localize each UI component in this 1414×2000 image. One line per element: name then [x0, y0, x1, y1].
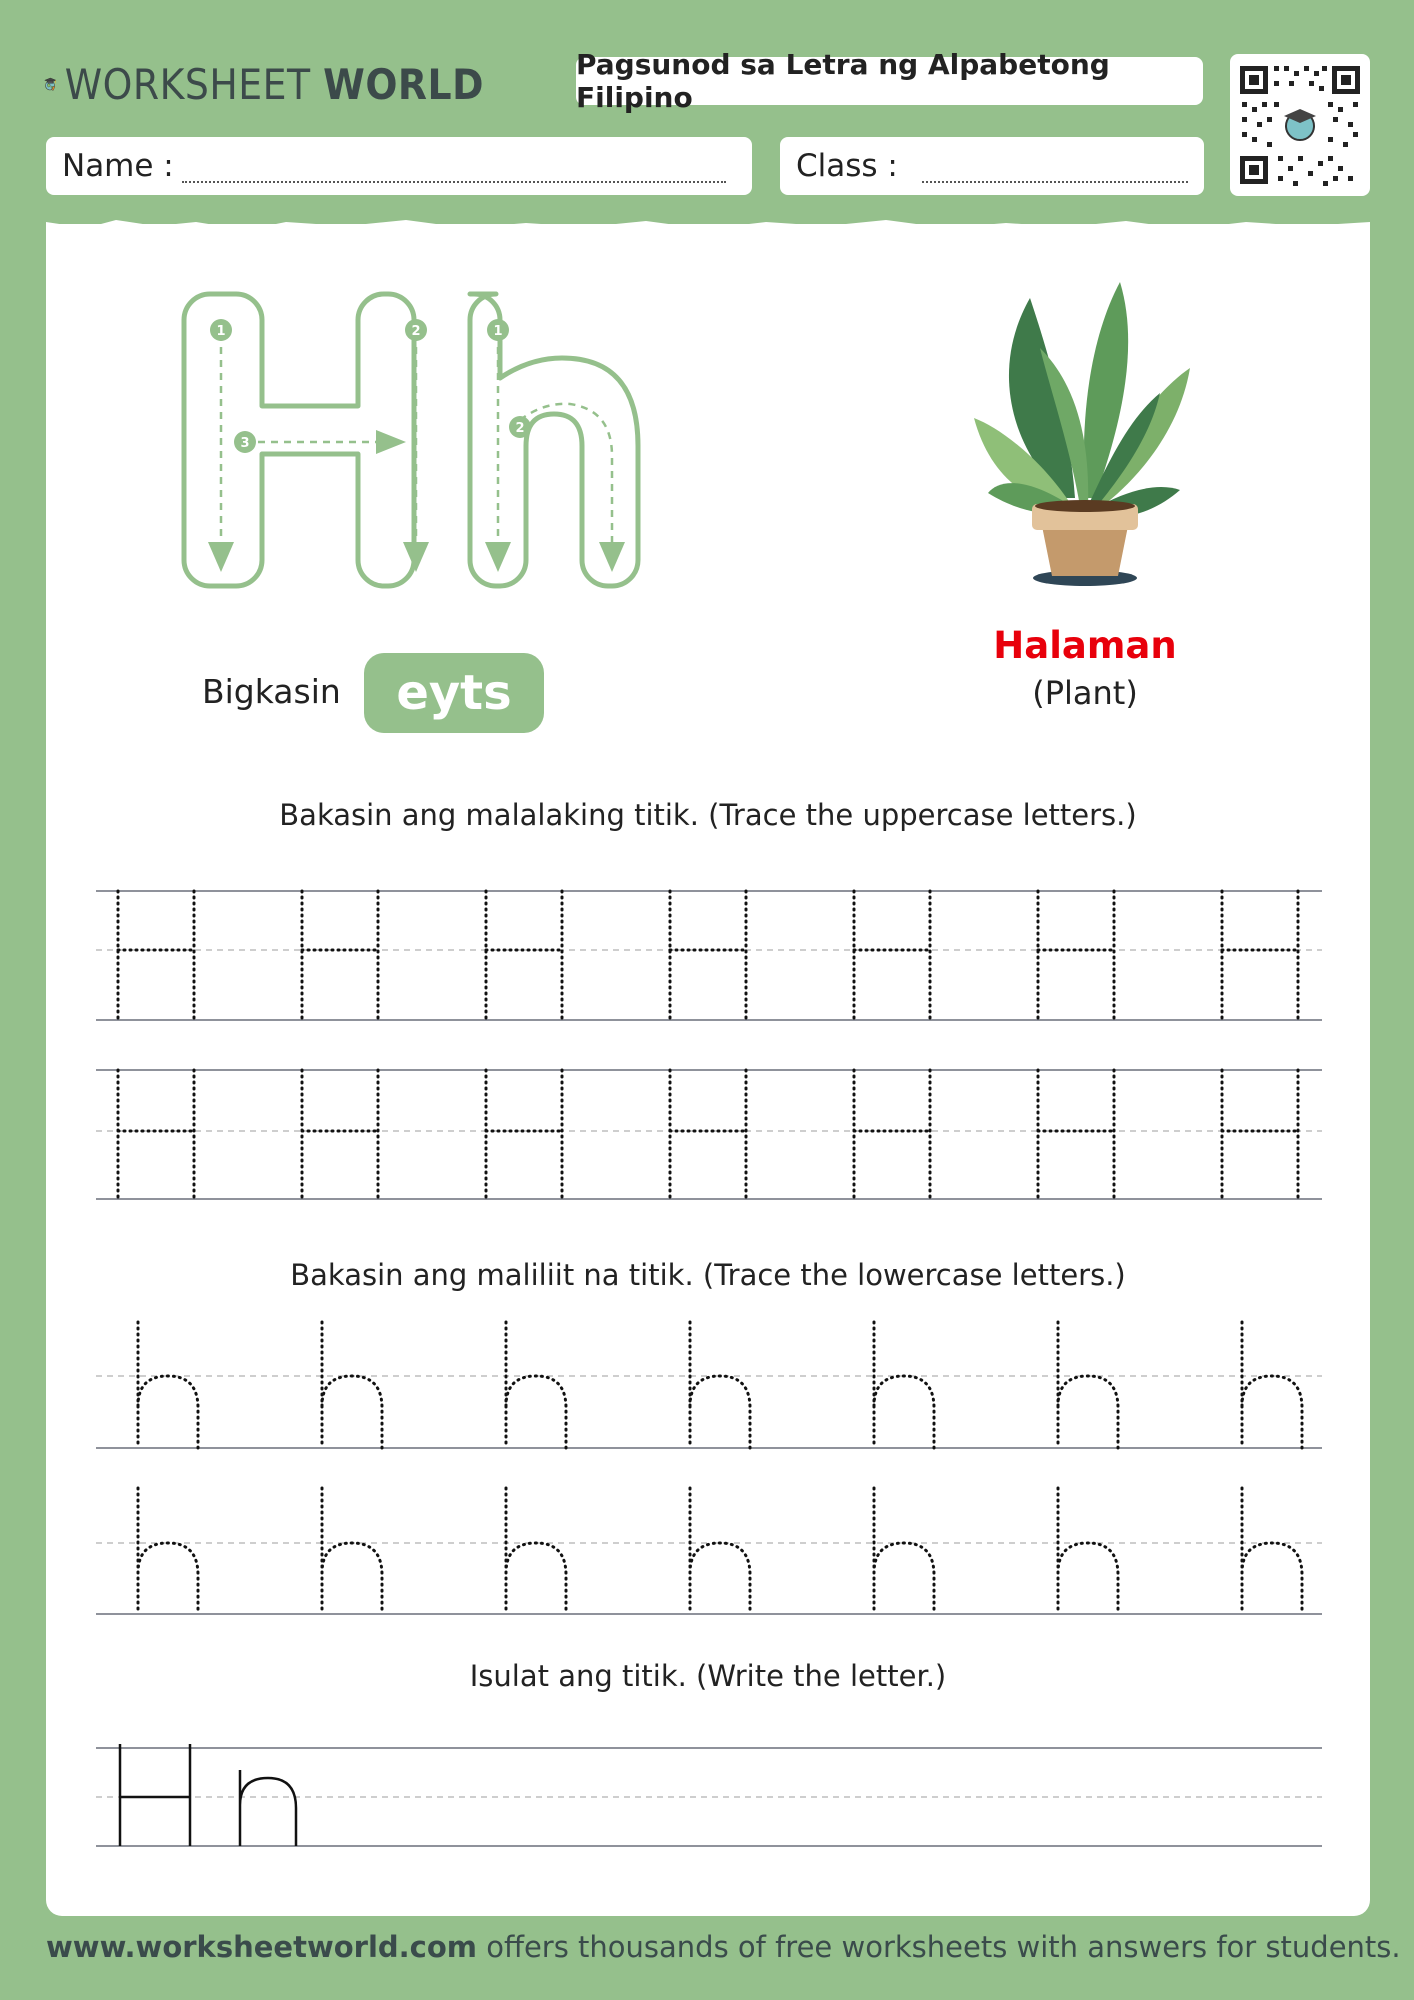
traceable-lowercase-h [1242, 1488, 1302, 1614]
traceable-uppercase-h [118, 1070, 194, 1199]
traceable-uppercase-h [118, 891, 194, 1020]
example-word: Halaman [993, 624, 1177, 667]
footer [46, 1930, 1401, 1964]
traceable-uppercase-h [1038, 891, 1114, 1020]
traceable-lowercase-h [506, 1488, 566, 1614]
traceable-lowercase-h [690, 1488, 750, 1614]
traceable-uppercase-h [854, 891, 930, 1020]
traceable-lowercase-h [1242, 1322, 1302, 1448]
stroke-number: 2 [411, 324, 421, 339]
class-label: Class : [796, 148, 898, 184]
traceable-uppercase-h [670, 1070, 746, 1199]
worksheet-title: Pagsunod sa Letra ng Alpabetong Filipino [576, 57, 1203, 105]
stroke-number: 3 [240, 436, 250, 451]
pronunciation-badge: eyts [364, 653, 544, 733]
traceable-uppercase-h [1038, 1070, 1114, 1199]
lowercase-instruction: Bakasin ang maliliit na titik. (Trace the lowercase letters.) [290, 1258, 1126, 1292]
example-uppercase-h [120, 1744, 190, 1846]
traceable-lowercase-h [1058, 1488, 1118, 1614]
traceable-uppercase-h [854, 1070, 930, 1199]
traceable-lowercase-h [874, 1488, 934, 1614]
uppercase-instruction: Bakasin ang malalaking titik. (Trace the uppercase letters.) [279, 798, 1137, 832]
traceable-lowercase-h [690, 1322, 750, 1448]
traceable-uppercase-h [302, 891, 378, 1020]
example-word-translation: (Plant) [1032, 674, 1138, 712]
traceable-lowercase-h [874, 1322, 934, 1448]
traceable-lowercase-h [138, 1488, 198, 1614]
write-instruction: Isulat ang titik. (Write the letter.) [469, 1659, 947, 1693]
stroke-number: 2 [515, 421, 525, 436]
traceable-lowercase-h [1058, 1322, 1118, 1448]
traceable-uppercase-h [302, 1070, 378, 1199]
footer-text: offers thousands of free worksheets with answers for students. [477, 1930, 1401, 1964]
name-label: Name : [62, 148, 174, 184]
brand-name: WORKSHEET WORLD [64, 59, 484, 109]
traceable-uppercase-h [486, 891, 562, 1020]
traceable-lowercase-h [138, 1322, 198, 1448]
traceable-uppercase-h [486, 1070, 562, 1199]
stroke-number: 1 [493, 324, 503, 339]
traceable-uppercase-h [670, 891, 746, 1020]
traceable-lowercase-h [322, 1488, 382, 1614]
pronounce-label: Bigkasin [202, 672, 341, 711]
traceable-uppercase-h [1222, 1070, 1298, 1199]
example-lowercase-h [240, 1770, 296, 1846]
traceable-lowercase-h [322, 1322, 382, 1448]
traceable-uppercase-h [1222, 891, 1298, 1020]
stroke-number: 1 [216, 324, 226, 339]
footer-link[interactable]: www.worksheetworld.com [46, 1930, 478, 1964]
traceable-lowercase-h [506, 1322, 566, 1448]
